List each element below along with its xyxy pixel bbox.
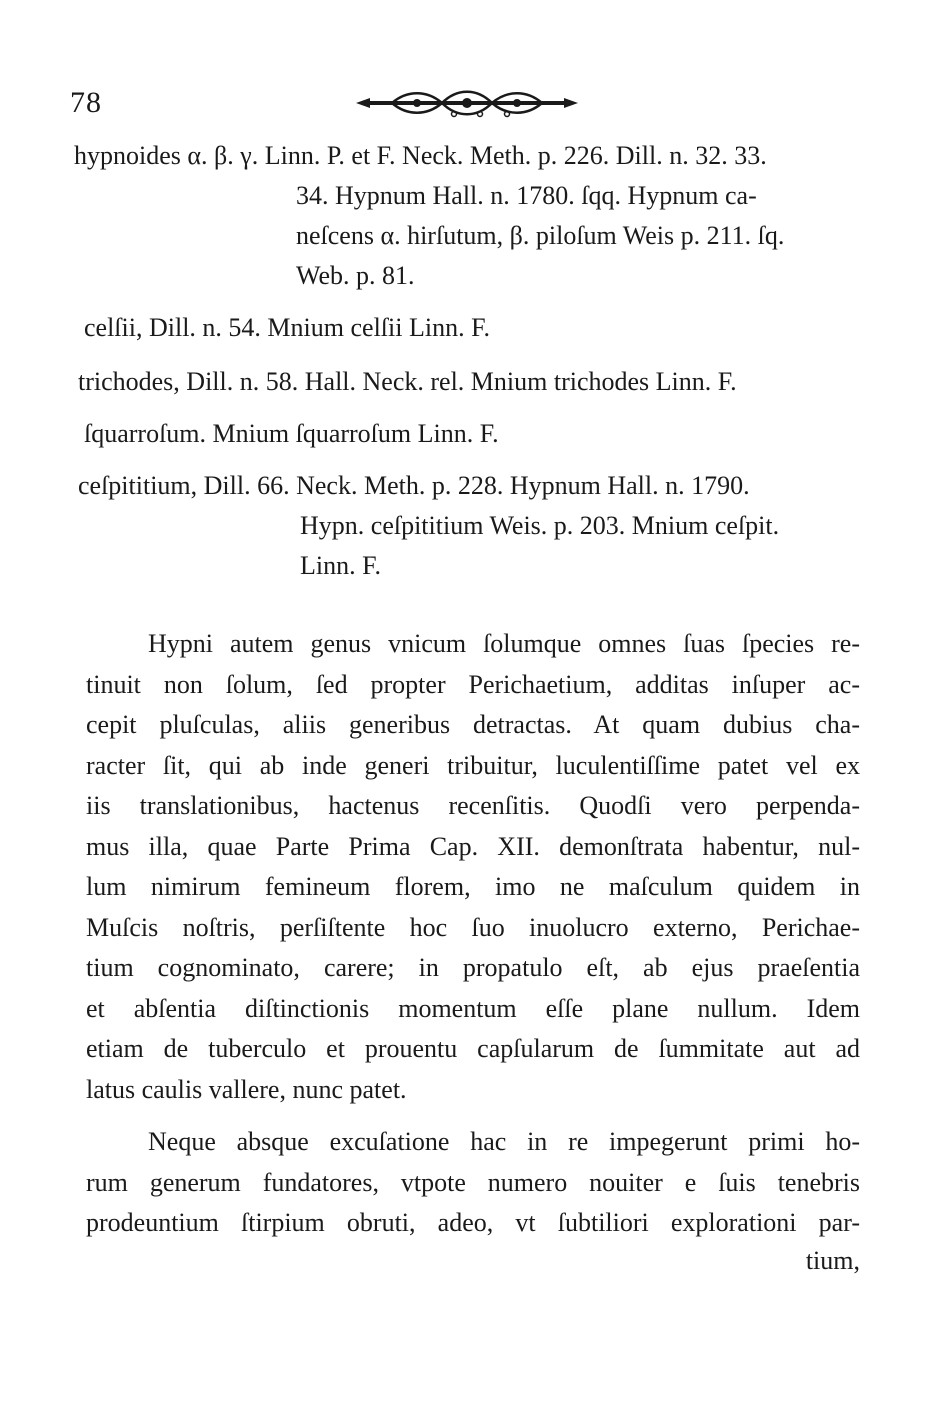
entry-line: hypnoides α. β. γ. Linn. P. et F. Neck. Meth. p. 226. Dill. n. 32. 33. bbox=[74, 141, 767, 170]
paragraph-line: iis translationibus, hactenus recenſitis. Quodſi vero perpenda- bbox=[86, 791, 860, 820]
body-paragraph-2 bbox=[86, 1122, 860, 1244]
paragraph-line: etiam de tuberculo et prouentu capſularum de ſummitate aut ad bbox=[86, 1034, 860, 1063]
paragraph-line: prodeuntium ſtirpium obruti, adeo, vt ſubtiliori explorationi par- bbox=[86, 1208, 860, 1237]
paragraph-line: latus caulis vallere, nunc patet. bbox=[86, 1074, 407, 1104]
page-number: 78 bbox=[70, 86, 102, 119]
paragraph-line: et abſentia diſtinctionis momentum eſſe plane nullum. Idem bbox=[86, 993, 860, 1023]
paragraph-line: rum generum fundatores, vtpote numero nouiter e ſuis tenebris bbox=[86, 1167, 860, 1197]
entry-line: Web. p. 81. bbox=[296, 261, 415, 290]
entry-line: Hypn. ceſpititium Weis. p. 203. Mnium ceſpit. bbox=[300, 511, 780, 540]
synonym-entry-trichodes bbox=[78, 362, 737, 402]
paragraph-line: Muſcis noſtris, perſiſtente hoc ſuo inuolucro externo, Perichae- bbox=[86, 912, 860, 942]
paragraph-line: Neque absque excuſatione hac in re impegerunt primi ho- bbox=[148, 1127, 860, 1156]
entry-line: 34. Hypnum Hall. n. 1780. ſqq. Hypnum ca- bbox=[296, 181, 757, 210]
synonym-entry-hypnoides bbox=[74, 136, 785, 290]
synonym-entry-celsii bbox=[84, 308, 490, 348]
body-paragraph-1 bbox=[86, 624, 860, 1110]
paragraph-line: Hypni autem genus vnicum ſolumque omnes ſuas ſpecies re- bbox=[148, 629, 860, 658]
paragraph-line: tium cognominato, carere; in propatulo eſt, ab ejus praeſentia bbox=[86, 953, 860, 982]
synonym-entry-squarrosum bbox=[84, 414, 499, 454]
entry-line: celſii, Dill. n. 54. Mnium celſii Linn. F. bbox=[84, 313, 490, 342]
paragraph-line: lum nimirum femineum florem, imo ne maſculum quidem in bbox=[86, 872, 860, 901]
entry-line: ſquarroſum. Mnium ſquarroſum Linn. F. bbox=[84, 419, 499, 448]
entry-line: trichodes, Dill. n. 58. Hall. Neck. rel. Mnium trichodes Linn. F. bbox=[78, 367, 737, 396]
entry-line: Linn. F. bbox=[300, 551, 381, 580]
paragraph-line: racter ſit, qui ab inde generi tribuitur, luculentiſſime patet vel ex bbox=[86, 750, 860, 780]
printer-ornament bbox=[352, 86, 582, 120]
synonym-entry-cespititium bbox=[78, 466, 780, 580]
catchword: tium, bbox=[805, 1246, 860, 1275]
paragraph-line: tinuit non ſolum, ſed propter Perichaetium, additas inſuper ac- bbox=[86, 669, 860, 699]
paragraph-line: cepit pluſculas, aliis generibus detractas. At quam dubius cha- bbox=[86, 710, 860, 739]
entry-line: ceſpititium, Dill. 66. Neck. Meth. p. 228. Hypnum Hall. n. 1790. bbox=[78, 471, 750, 500]
paragraph-line: mus illa, quae Parte Prima Cap. XII. demonſtrata habentur, nul- bbox=[86, 831, 860, 861]
entry-line: neſcens α. hirſutum, β. piloſum Weis p. 211. ſq. bbox=[296, 221, 785, 250]
